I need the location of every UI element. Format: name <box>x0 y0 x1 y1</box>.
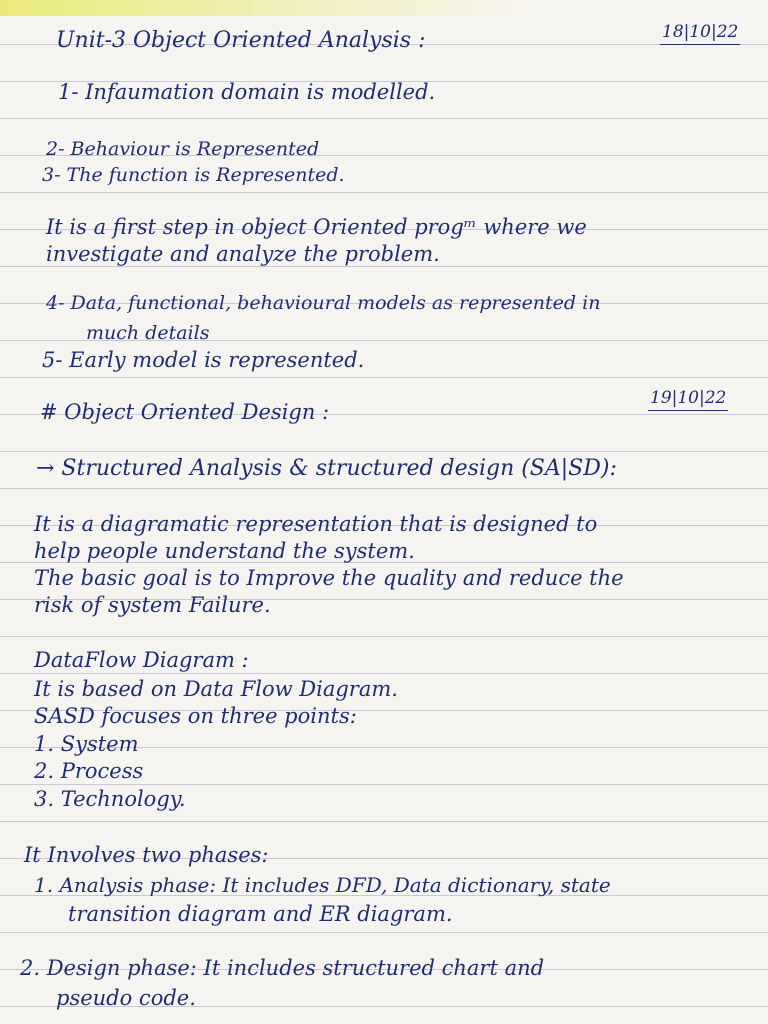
note-line-8: 5- Early model is represented. <box>42 348 365 372</box>
page-title: Unit-3 Object Oriented Analysis : <box>56 28 426 53</box>
list-item-3: 3. Technology. <box>34 787 186 811</box>
phase-2: 2. Design phase: It includes structured chart and <box>20 956 545 980</box>
phase-2-cont: pseudo code. <box>56 986 196 1010</box>
phase-1: 1. Analysis phase: It includes DFD, Data dictionary, state <box>34 873 611 897</box>
note-line-1: 1- Infaumation domain is modelled. <box>58 80 436 104</box>
date-2: 19|10|22 <box>648 388 728 411</box>
list-item-1: 1. System <box>34 732 139 756</box>
note-line-12: help people understand the system. <box>34 539 415 563</box>
heading-sasd: → Structured Analysis & structured design (SA|SD): <box>36 456 617 481</box>
heading-dfd: DataFlow Diagram : <box>34 648 249 672</box>
note-line-5: investigate and analyze the problem. <box>46 242 440 266</box>
date-1: 18|10|22 <box>660 22 740 45</box>
heading-phases: It Involves two phases: <box>24 843 269 867</box>
note-line-4: It is a first step in object Oriented progᵐ where we <box>46 215 587 239</box>
page-top-highlight <box>0 0 768 16</box>
note-line-6: 4- Data, functional, behavioural models as represented in <box>46 292 601 314</box>
note-line-2: 2- Behaviour is Represented <box>46 138 320 160</box>
phase-1-cont: transition diagram and ER diagram. <box>68 902 453 926</box>
heading-ood: # Object Oriented Design : <box>40 400 330 424</box>
note-line-17: SASD focuses on three points: <box>34 704 357 728</box>
note-line-13: The basic goal is to Improve the quality and reduce the <box>34 566 624 590</box>
note-line-16: It is based on Data Flow Diagram. <box>34 677 398 701</box>
note-line-7: much details <box>86 322 210 344</box>
note-line-14: risk of system Failure. <box>34 593 271 617</box>
note-line-11: It is a diagramatic representation that is designed to <box>34 512 598 536</box>
list-item-2: 2. Process <box>34 759 144 783</box>
note-line-3: 3- The function is Represented. <box>42 164 345 186</box>
